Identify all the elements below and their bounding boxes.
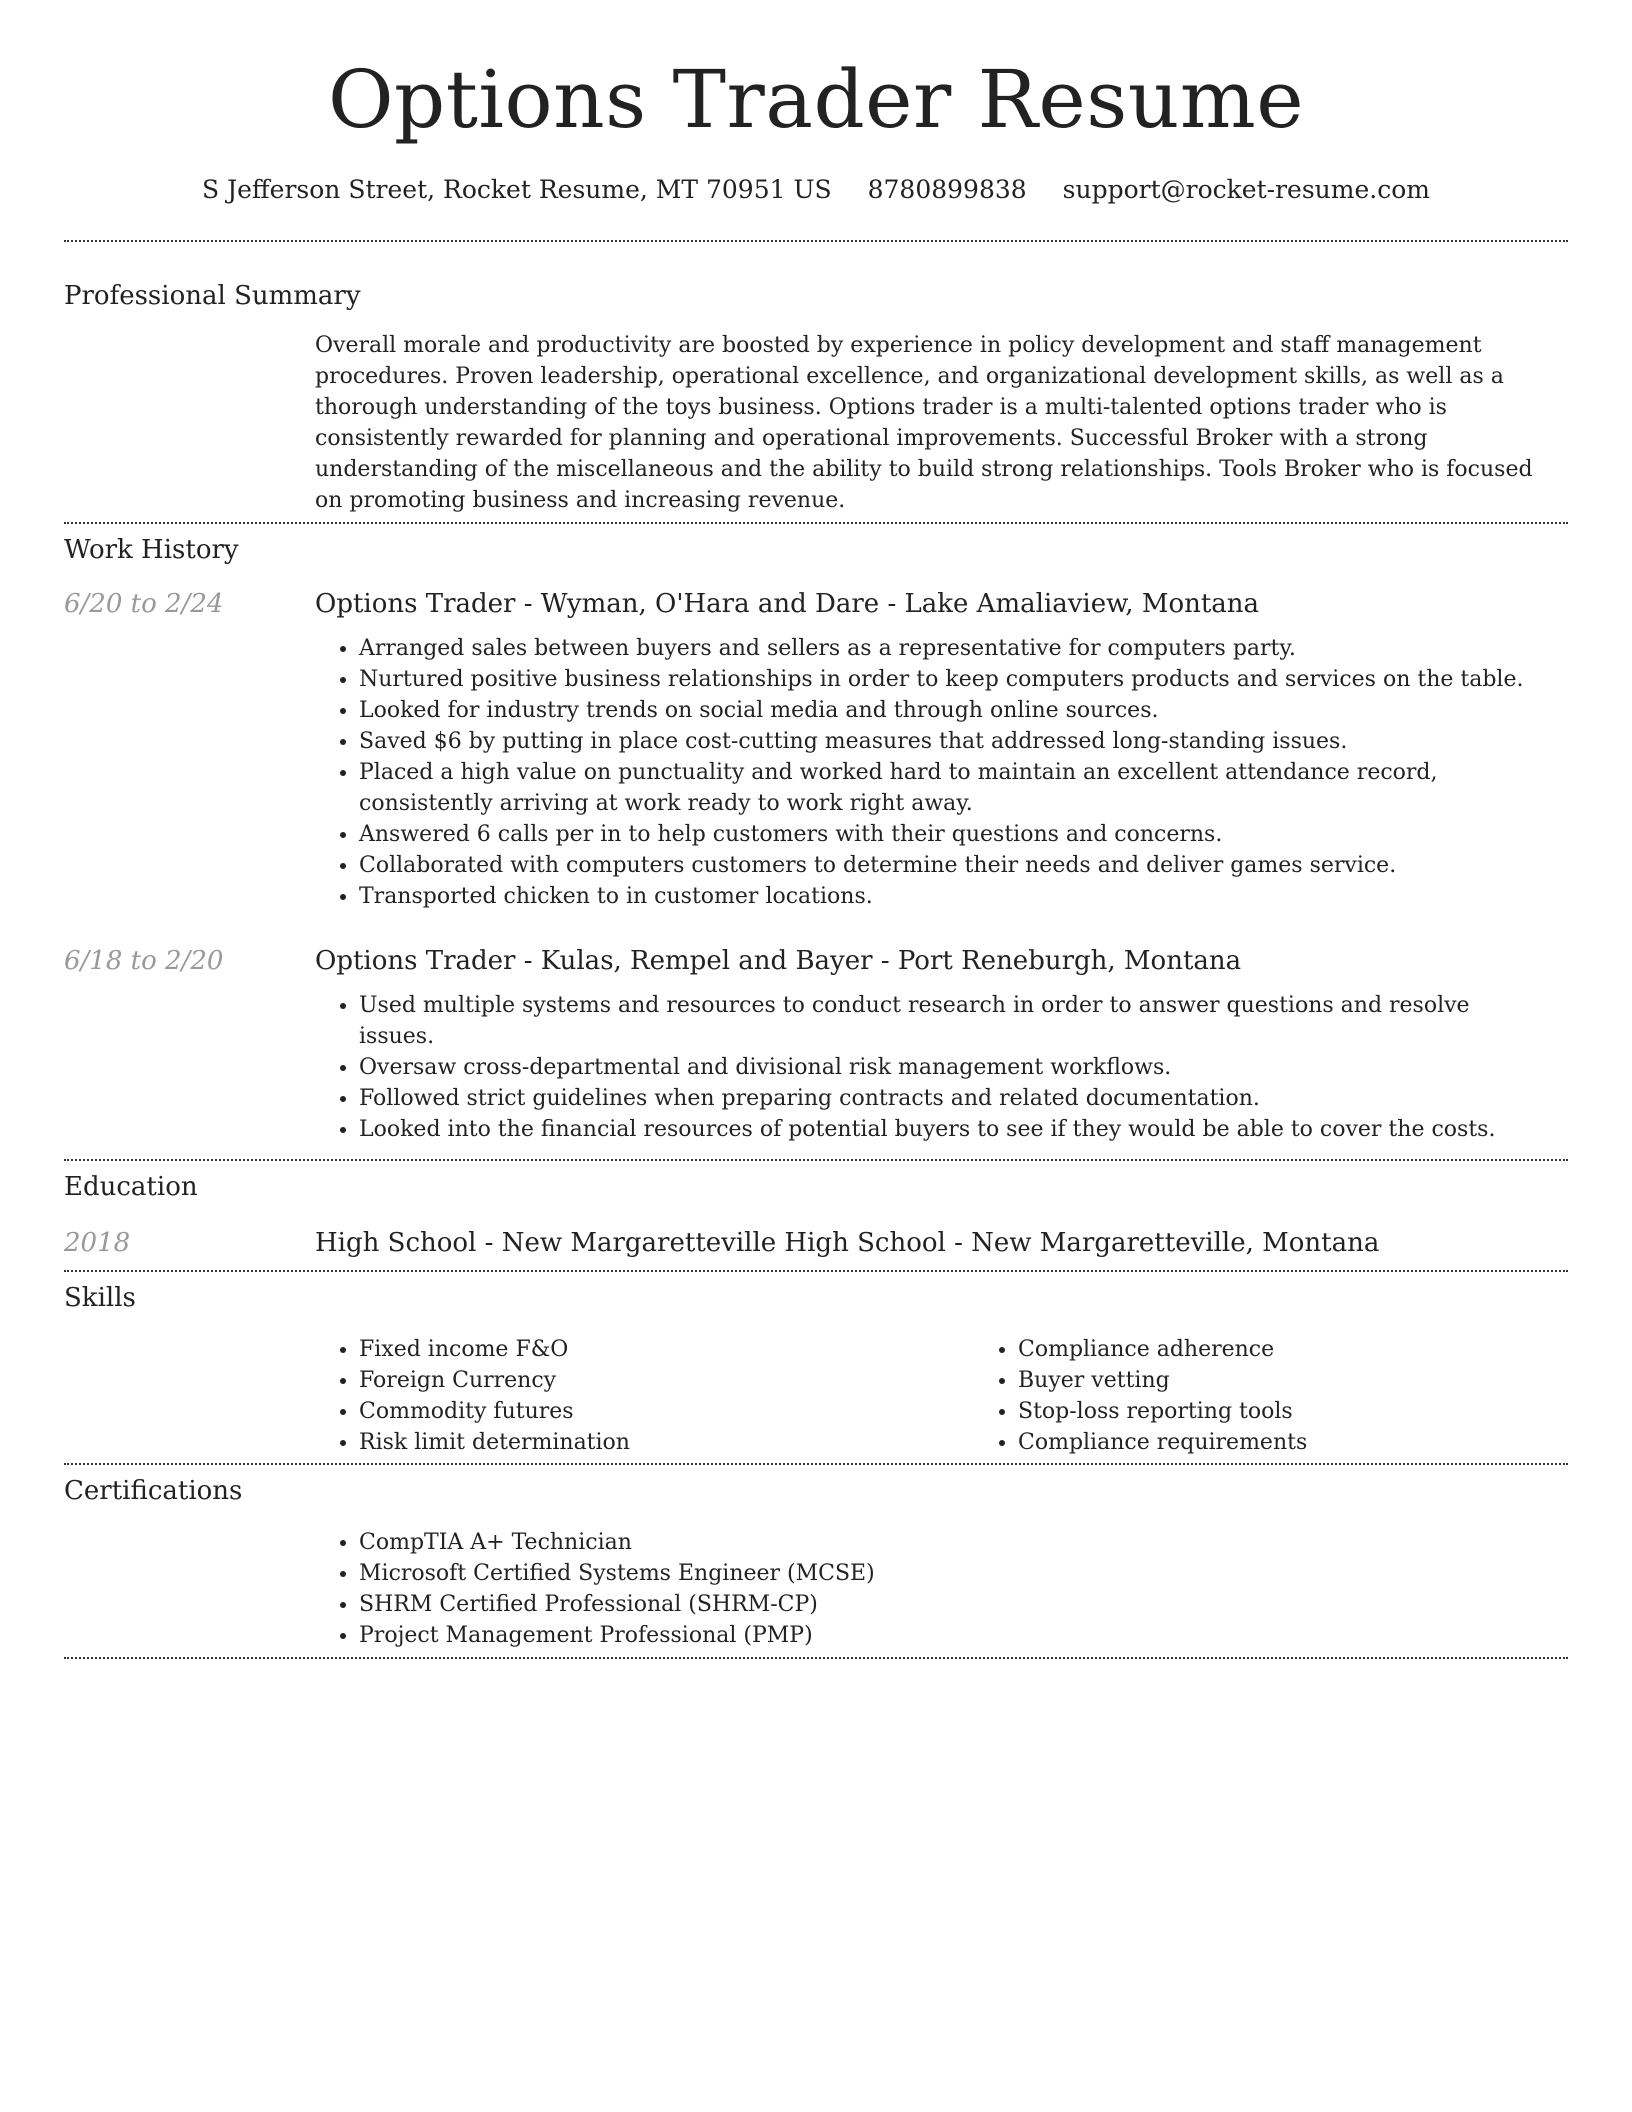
job-bullet: • Nurtured positive business relationships in order to keep computers products and services on the table. [359,664,1548,695]
skill-item: • Buyer vetting [1018,1365,1632,1396]
section-divider [64,240,1568,242]
certifications-section [64,1474,1568,1651]
job-entry [64,944,1568,1145]
job-title: Options Trader - Wyman, O'Hara and Dare - Lake Amaliaview, Montana [315,589,1260,619]
resume-page [64,0,1568,1659]
resume-title: Options Trader Resume [327,53,1305,146]
section-divider [64,1657,1568,1659]
job-bullet: • Used multiple systems and resources to conduct research in order to answer questions and resolve issues. [359,990,1548,1052]
skill-item: • Risk limit determination [359,1427,974,1458]
job-bullet: • Arranged sales between buyers and sellers as a representative for computers party. [359,633,1548,664]
contact-line [64,174,1568,206]
job-bullet: • Followed strict guidelines when preparing contracts and related documentation. [359,1083,1548,1114]
skill-item: • Compliance requirements [1018,1427,1632,1458]
section-divider [64,1159,1568,1161]
job-bullet: • Collaborated with computers customers to determine their needs and deliver games service. [359,850,1548,881]
skill-item: • Stop-loss reporting tools [1018,1396,1632,1427]
job-bullet: • Answered 6 calls per in to help customers with their questions and concerns. [359,819,1548,850]
section-title-summary: Professional Summary [64,281,361,311]
section-title-skills: Skills [64,1283,136,1313]
skills-section [64,1281,1568,1458]
section-divider [64,522,1568,524]
certification-item: • SHRM Certified Professional (SHRM-CP) [359,1589,1548,1620]
job-bullets [315,990,1548,1145]
skill-item: • Foreign Currency [359,1365,974,1396]
skills-list-left [315,1334,974,1458]
job-bullet: • Looked for industry trends on social media and through online sources. [359,695,1548,726]
job-bullet: • Oversaw cross-departmental and divisional risk management workflows. [359,1052,1548,1083]
contact-address: S Jefferson Street, Rocket Resume, MT 70951 US [202,175,832,204]
job-bullet: • Transported chicken to in customer locations. [359,881,1548,912]
section-divider [64,1270,1568,1272]
job-bullet: • Saved $6 by putting in place cost-cutting measures that addressed long-standing issues. [359,726,1548,757]
skills-list-right [974,1334,1632,1458]
education-entry: High School - New Margaretteville High School - New Margaretteville, Montana [315,1228,1380,1258]
contact-phone: 8780899838 [867,175,1027,204]
certification-item: • Project Management Professional (PMP) [359,1620,1548,1651]
job-bullets [315,633,1548,912]
job-dates: 6/20 to 2/24 [64,589,224,619]
certification-item: • Microsoft Certified Systems Engineer (MCSE) [359,1558,1548,1589]
certifications-list [315,1527,1548,1651]
section-title-certifications: Certifications [64,1476,243,1506]
section-title-education: Education [64,1172,198,1202]
section-title-work-history: Work History [64,535,239,565]
job-bullet: • Looked into the financial resources of potential buyers to see if they would be able to cover the costs. [359,1114,1548,1145]
summary-section [64,279,1568,516]
skill-item: • Commodity futures [359,1396,974,1427]
job-entry [64,587,1568,912]
skill-item: • Fixed income F&O [359,1334,974,1365]
job-title: Options Trader - Kulas, Rempel and Bayer - Port Reneburgh, Montana [315,946,1242,976]
education-year: 2018 [64,1228,131,1258]
education-section [64,1170,1568,1260]
contact-email: support@rocket-resume.com [1062,175,1430,204]
job-dates: 6/18 to 2/20 [64,946,224,976]
certification-item: • CompTIA A+ Technician [359,1527,1548,1558]
job-bullet: • Placed a high value on punctuality and worked hard to maintain an excellent attendance record, consistently arriving at work ready to work right away. [359,757,1548,819]
summary-text: Overall morale and productivity are boosted by experience in policy development and staff management procedures. Proven leadership, operational excellence, and organizational development skills, as well as a thorough understanding of the toys business. Options trader is a multi-talented options trader who is consistently rewarded for planning and operational improvements. Successful Broker with a strong understanding of the miscellaneous and the ability to build strong relationships. Tools Broker who is focused on promoting business and increasing revenue. [315,333,1533,513]
skill-item: • Compliance adherence [1018,1334,1632,1365]
section-divider [64,1463,1568,1465]
work-history-section [64,533,1568,1145]
